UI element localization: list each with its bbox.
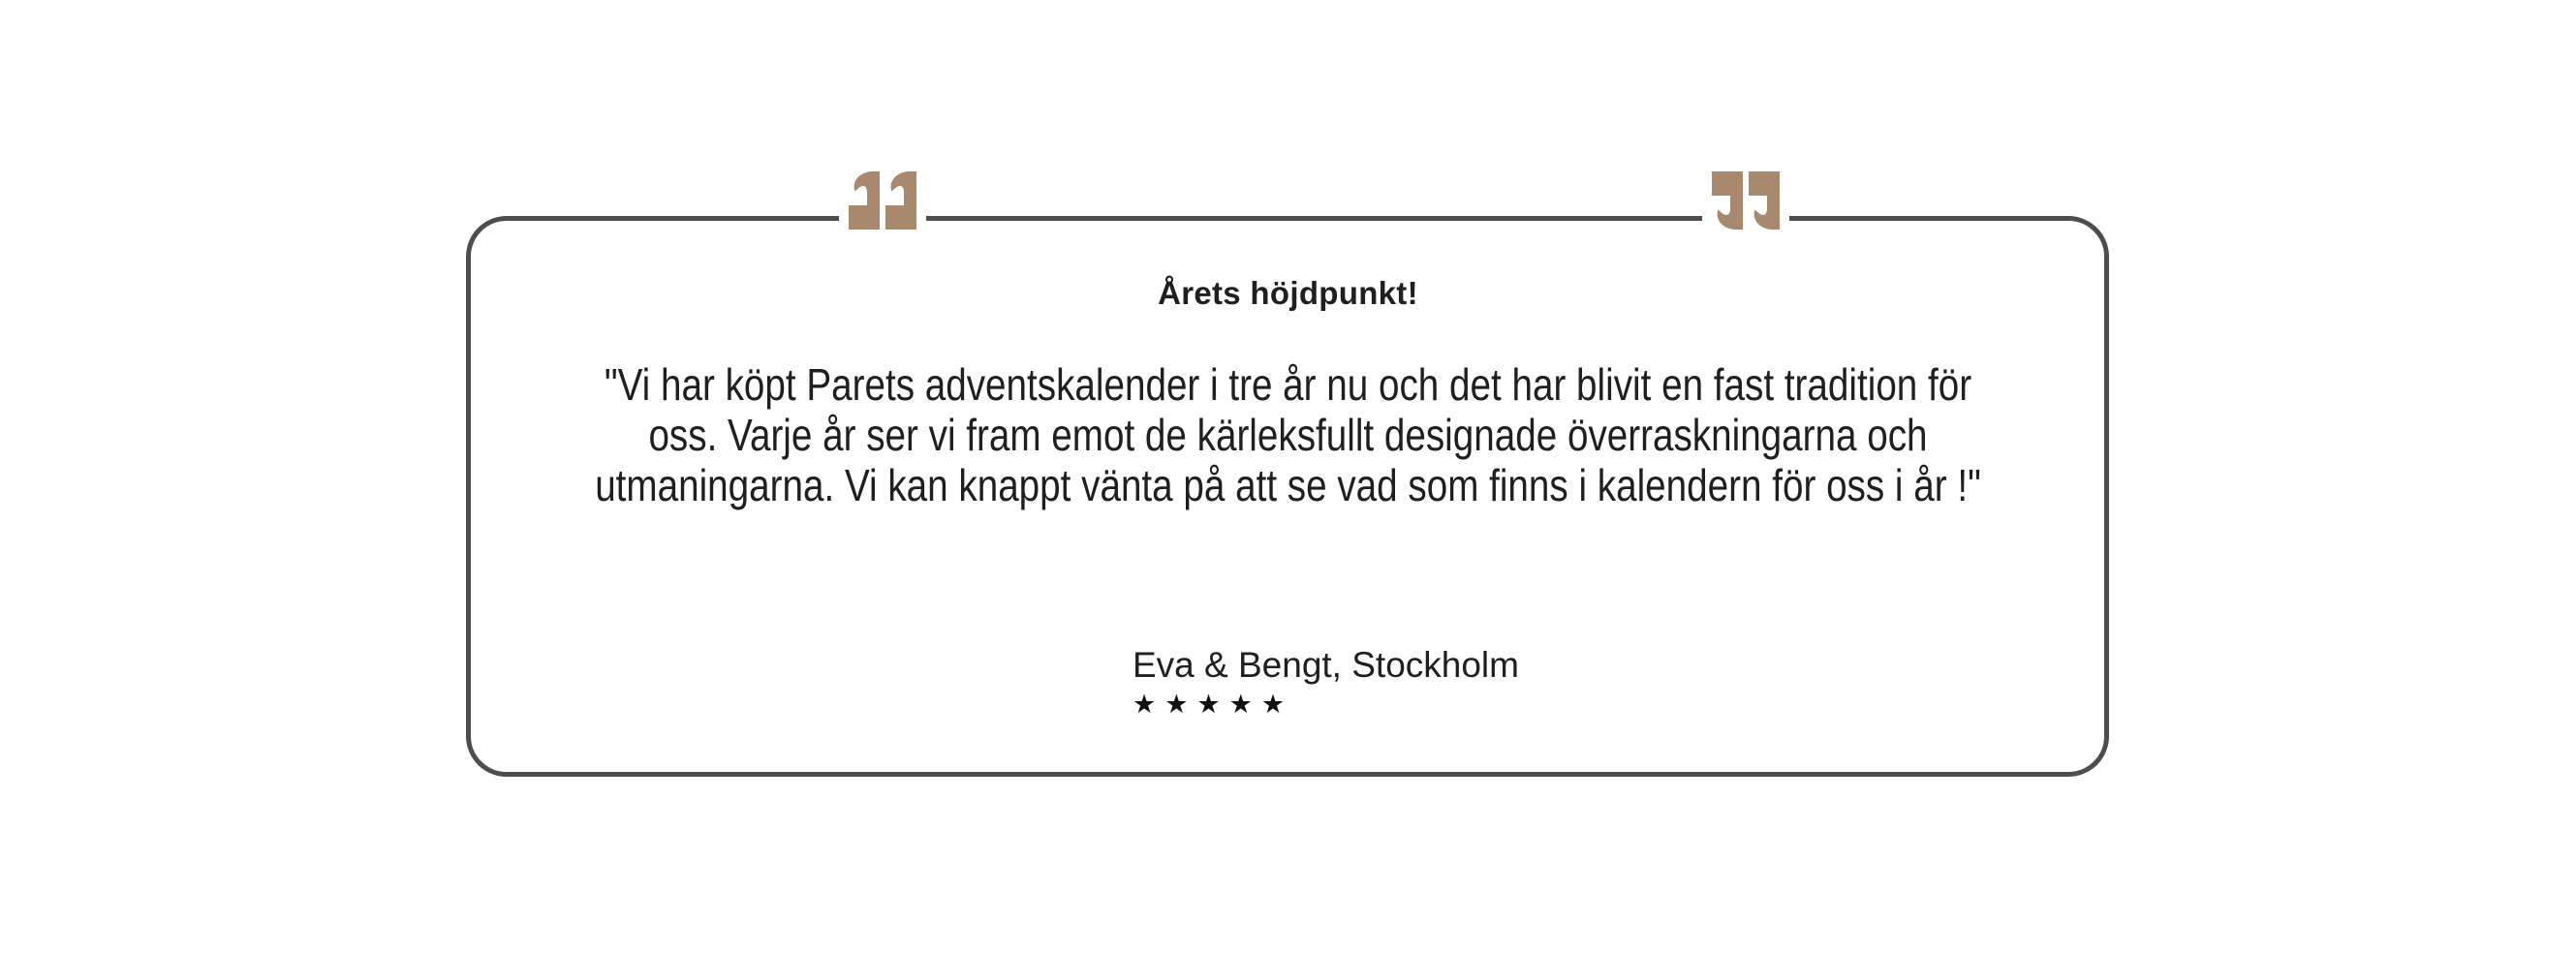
closing-quote-mark-2 — [1749, 171, 1780, 230]
attribution-block — [0, 645, 2576, 719]
closing-quote-mark-1 — [1712, 171, 1743, 230]
star-rating: ★★★★★ — [1133, 690, 1294, 719]
attribution-name: Eva & Bengt, Stockholm — [1133, 645, 1519, 685]
card-title: Årets höjdpunkt! — [1158, 275, 1418, 311]
opening-quote-mark-2 — [885, 171, 916, 230]
closing-quote-icon — [1702, 171, 1789, 230]
quote-line-1: "Vi har köpt Parets adventskalender i tre år nu och det har blivit en fast tradition för — [604, 359, 1972, 410]
opening-quote-mark-1 — [849, 171, 880, 230]
opening-quote-icon — [839, 171, 926, 230]
quote-line-2: oss. Varje år ser vi fram emot de kärleksfullt designade överraskningarna och — [648, 410, 1928, 460]
attribution-inner — [1133, 645, 1519, 719]
quote-line-3: utmaningarna. Vi kan knappt vänta på att se vad som finns i kalendern för oss i år !" — [595, 460, 1981, 510]
quote-text — [206, 359, 2371, 510]
